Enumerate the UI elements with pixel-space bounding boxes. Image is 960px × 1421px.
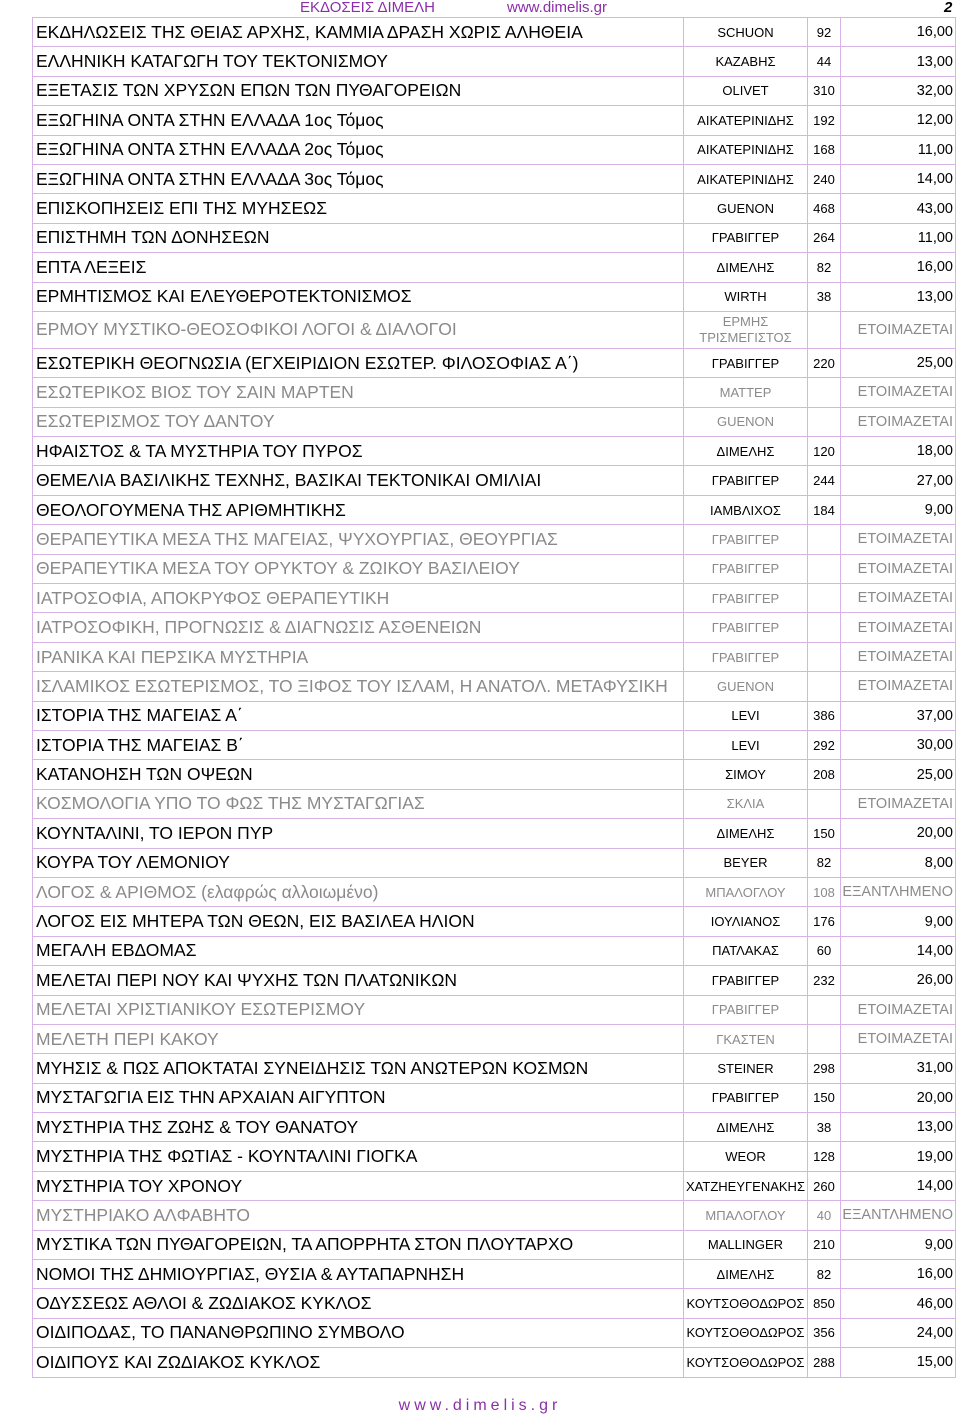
book-title: ΜΥΣΤΗΡΙΑ ΤΗΣ ΖΩΗΣ & ΤΟΥ ΘΑΝΑΤΟΥ [33,1113,684,1142]
book-row [33,848,956,877]
book-price: ΕΤΟΙΜΑΖΕΤΑΙ [841,642,956,671]
book-author: ΔΙΜΕΛΗΣ [684,253,808,282]
book-title: ΟΙΔΙΠΟΔΑΣ, ΤΟ ΠΑΝΑΝΘΡΩΠΙΝΟ ΣΥΜΒΟΛΟ [33,1318,684,1347]
book-author: ΔΙΜΕΛΗΣ [684,819,808,848]
book-price: 24,00 [841,1318,956,1347]
book-price: 20,00 [841,1083,956,1112]
book-row [33,311,956,348]
book-author: LEVI [684,730,808,759]
book-price: ΕΤΟΙΜΑΖΕΤΑΙ [841,525,956,554]
book-pages: 244 [808,466,841,495]
book-author: ΓΡΑΒΙΓΓΕΡ [684,554,808,583]
book-pages: 208 [808,760,841,789]
book-price: 18,00 [841,437,956,466]
book-price: ΕΤΟΙΜΑΖΕΤΑΙ [841,407,956,436]
book-pages: 288 [808,1348,841,1377]
book-row [33,253,956,282]
book-title: ΜΕΛΕΤΑΙ ΠΕΡΙ ΝΟΥ ΚΑΙ ΨΥΧΗΣ ΤΩΝ ΠΛΑΤΩΝΙΚΩΝ [33,966,684,995]
book-author: ΙΑΜΒΛΙΧΟΣ [684,495,808,524]
book-row [33,1142,956,1171]
book-author: ΔΙΜΕΛΗΣ [684,1260,808,1289]
book-row [33,1348,956,1377]
book-title: ΕΠΤΑ ΛΕΞΕΙΣ [33,253,684,282]
book-pages [808,789,841,818]
header-website-link[interactable]: www.dimelis.gr [507,0,608,16]
book-pages: 108 [808,877,841,906]
book-pages: 192 [808,106,841,135]
book-title: ΟΙΔΙΠΟΥΣ ΚΑΙ ΖΩΔΙΑΚΟΣ ΚΥΚΛΟΣ [33,1348,684,1377]
book-pages: 40 [808,1201,841,1230]
book-pages: 298 [808,1054,841,1083]
book-catalog-table [32,17,956,1378]
book-price: 31,00 [841,1054,956,1083]
book-row [33,1260,956,1289]
book-pages [808,378,841,407]
book-title: ΜΕΛΕΤΗ ΠΕΡΙ ΚΑΚΟΥ [33,1024,684,1053]
book-author: BEYER [684,848,808,877]
book-price: 11,00 [841,223,956,252]
book-title: ΜΕΓΑΛΗ ΕΒΔΟΜΑΣ [33,936,684,965]
book-title: ΜΥΣΤΗΡΙΑΚΟ ΑΛΦΑΒΗΤΟ [33,1201,684,1230]
book-row [33,789,956,818]
book-pages: 120 [808,437,841,466]
book-price: ΕΤΟΙΜΑΖΕΤΑΙ [841,995,956,1024]
book-row [33,47,956,76]
book-author: ΓΡΑΒΙΓΓΕΡ [684,466,808,495]
book-row [33,466,956,495]
book-title: ΕΠΙΣΤΗΜΗ ΤΩΝ ΔΟΝΗΣΕΩΝ [33,223,684,252]
book-author: ΚΟΥΤΣΟΘΟΔΩΡΟΣ [684,1348,808,1377]
book-row [33,907,956,936]
book-row [33,135,956,164]
book-title: ΟΔΥΣΣΕΩΣ ΑΘΛΟΙ & ΖΩΔΙΑΚΟΣ ΚΥΚΛΟΣ [33,1289,684,1318]
book-author: ΚΟΥΤΣΟΘΟΔΩΡΟΣ [684,1318,808,1347]
book-row [33,1054,956,1083]
book-pages: 260 [808,1171,841,1200]
book-price: 9,00 [841,907,956,936]
book-row [33,730,956,759]
book-row [33,554,956,583]
book-pages: 850 [808,1289,841,1318]
book-author: ΓΡΑΒΙΓΓΕΡ [684,966,808,995]
book-pages: 184 [808,495,841,524]
book-pages: 92 [808,18,841,47]
book-pages: 82 [808,253,841,282]
book-price: 8,00 [841,848,956,877]
book-pages: 150 [808,819,841,848]
book-author: OLIVET [684,76,808,105]
book-pages [808,642,841,671]
book-author: ΣΚΛΙΑ [684,789,808,818]
book-price: 11,00 [841,135,956,164]
book-pages [808,407,841,436]
book-price: 43,00 [841,194,956,223]
book-row [33,348,956,377]
book-pages [808,584,841,613]
book-price: 12,00 [841,106,956,135]
book-row [33,18,956,47]
book-pages [808,672,841,701]
book-title: ΙΣΤΟΡΙΑ ΤΗΣ ΜΑΓΕΙΑΣ Β΄ [33,730,684,759]
book-author: ΔΙΜΕΛΗΣ [684,437,808,466]
book-title: ΙΑΤΡΟΣΟΦΙΚΗ, ΠΡΟΓΝΩΣΙΣ & ΔΙΑΓΝΩΣΙΣ ΑΣΘΕΝΕΙΩΝ [33,613,684,642]
book-author: ΧΑΤΖΗΕΥΓΕΝΑΚΗΣ [684,1171,808,1200]
book-row [33,407,956,436]
book-row [33,437,956,466]
book-pages: 168 [808,135,841,164]
book-row [33,282,956,311]
book-author: WEOR [684,1142,808,1171]
book-row [33,223,956,252]
book-pages [808,311,841,348]
book-pages: 310 [808,76,841,105]
book-pages: 210 [808,1230,841,1259]
book-pages: 150 [808,1083,841,1112]
book-author: ΑΙΚΑΤΕΡΙΝΙΔΗΣ [684,135,808,164]
book-price: ΕΤΟΙΜΑΖΕΤΑΙ [841,789,956,818]
book-row [33,1289,956,1318]
book-price: ΕΤΟΙΜΑΖΕΤΑΙ [841,613,956,642]
book-title: ΛΟΓΟΣ & ΑΡΙΘΜΟΣ (ελαφρώς αλλοιωμένο) [33,877,684,906]
book-author: ΓΡΑΒΙΓΓΕΡ [684,348,808,377]
book-title: ΕΞΩΓΗΙΝΑ ΟΝΤΑ ΣΤΗΝ ΕΛΛΑΔΑ 3ος Τόμος [33,164,684,193]
book-title: ΙΑΤΡΟΣΟΦΙΑ, ΑΠΟΚΡΥΦΟΣ ΘΕΡΑΠΕΥΤΙΚΗ [33,584,684,613]
book-row [33,584,956,613]
book-title: ΙΣΤΟΡΙΑ ΤΗΣ ΜΑΓΕΙΑΣ Α΄ [33,701,684,730]
book-price: 9,00 [841,495,956,524]
book-row [33,701,956,730]
footer-website-link[interactable]: www.dimelis.gr [398,1397,562,1414]
book-title: ΜΥΣΤΗΡΙΑ ΤΟΥ ΧΡΟΝΟΥ [33,1171,684,1200]
book-row [33,877,956,906]
book-title: ΚΟΣΜΟΛΟΓΙΑ ΥΠΟ ΤΟ ΦΩΣ ΤΗΣ ΜΥΣΤΑΓΩΓΙΑΣ [33,789,684,818]
book-title: ΕΞΩΓΗΙΝΑ ΟΝΤΑ ΣΤΗΝ ΕΛΛΑΔΑ 1ος Τόμος [33,106,684,135]
book-author: ΑΙΚΑΤΕΡΙΝΙΔΗΣ [684,164,808,193]
book-pages: 468 [808,194,841,223]
book-price: 13,00 [841,282,956,311]
book-price: 15,00 [841,1348,956,1377]
book-row [33,613,956,642]
book-title: ΚΟΥΡΑ ΤΟΥ ΛΕΜΟΝΙΟΥ [33,848,684,877]
book-author: ΣΙΜΟΥ [684,760,808,789]
book-title: ΕΠΙΣΚΟΠΗΣΕΙΣ ΕΠΙ ΤΗΣ ΜΥΗΣΕΩΣ [33,194,684,223]
book-price: 14,00 [841,164,956,193]
book-title: ΚΑΤΑΝΟΗΣΗ ΤΩΝ ΟΨΕΩΝ [33,760,684,789]
book-price: 16,00 [841,253,956,282]
book-pages: 240 [808,164,841,193]
book-author: ΑΙΚΑΤΕΡΙΝΙΔΗΣ [684,106,808,135]
book-author: ΓΡΑΒΙΓΓΕΡ [684,642,808,671]
book-price: 19,00 [841,1142,956,1171]
book-author: GUENON [684,407,808,436]
book-title: ΕΛΛΗΝΙΚΗ ΚΑΤΑΓΩΓΗ ΤΟΥ ΤΕΚΤΟΝΙΣΜΟΥ [33,47,684,76]
book-row [33,194,956,223]
book-price: ΕΞΑΝΤΛΗΜΕΝΟ [841,1201,956,1230]
book-price: 14,00 [841,936,956,965]
book-row [33,1083,956,1112]
book-price: 9,00 [841,1230,956,1259]
book-pages: 232 [808,966,841,995]
book-row [33,995,956,1024]
book-author: ΜΑΤΤΕΡ [684,378,808,407]
book-title: ΚΟΥΝΤΑΛΙΝΙ, ΤΟ ΙΕΡΟΝ ΠΥΡ [33,819,684,848]
book-author: LEVI [684,701,808,730]
book-author: ΜΠΑΛΟΓΛΟΥ [684,1201,808,1230]
page-number: 2 [944,0,953,16]
book-pages: 176 [808,907,841,936]
page-header [0,0,960,16]
book-pages: 44 [808,47,841,76]
book-title: ΜΕΛΕΤΑΙ ΧΡΙΣΤΙΑΝΙΚΟΥ ΕΣΩΤΕΡΙΣΜΟΥ [33,995,684,1024]
book-row [33,106,956,135]
book-author: SCHUON [684,18,808,47]
book-title: ΘΕΜΕΛΙΑ ΒΑΣΙΛΙΚΗΣ ΤΕΧΝΗΣ, ΒΑΣΙΚΑΙ ΤΕΚΤΟΝΙΚΑΙ ΟΜΙΛΙΑΙ [33,466,684,495]
book-pages: 38 [808,282,841,311]
book-title: ΛΟΓΟΣ ΕΙΣ ΜΗΤΕΡΑ ΤΩΝ ΘΕΩΝ, ΕΙΣ ΒΑΣΙΛΕΑ ΗΛΙΟΝ [33,907,684,936]
book-pages: 82 [808,1260,841,1289]
book-title: ΘΕΟΛΟΓΟΥΜΕΝΑ ΤΗΣ ΑΡΙΘΜΗΤΙΚΗΣ [33,495,684,524]
book-row [33,164,956,193]
book-pages: 82 [808,848,841,877]
book-author: ΚΟΥΤΣΟΘΟΔΩΡΟΣ [684,1289,808,1318]
book-pages: 292 [808,730,841,759]
book-pages: 264 [808,223,841,252]
book-price: 14,00 [841,1171,956,1200]
book-title: ΘΕΡΑΠΕΥΤΙΚΑ ΜΕΣΑ ΤΗΣ ΜΑΓΕΙΑΣ, ΨΥΧΟΥΡΓΙΑΣ, ΘΕΟΥΡΓΙΑΣ [33,525,684,554]
book-row [33,966,956,995]
book-price: ΕΤΟΙΜΑΖΕΤΑΙ [841,1024,956,1053]
book-price: 13,00 [841,1113,956,1142]
book-row [33,819,956,848]
book-pages [808,1024,841,1053]
book-pages [808,554,841,583]
book-title: ΜΥΣΤΙΚΑ ΤΩΝ ΠΥΘΑΓΟΡΕΙΩΝ, ΤΑ ΑΠΟΡΡΗΤΑ ΣΤΟΝ ΠΛΟΥΤΑΡΧΟ [33,1230,684,1259]
book-pages [808,995,841,1024]
book-price: ΕΤΟΙΜΑΖΕΤΑΙ [841,584,956,613]
book-author: MALLINGER [684,1230,808,1259]
book-row [33,1318,956,1347]
book-author: GUENON [684,672,808,701]
book-pages [808,525,841,554]
book-price: 20,00 [841,819,956,848]
book-row [33,76,956,105]
book-title: ΕΡΜΗΤΙΣΜΟΣ ΚΑΙ ΕΛΕΥΘΕΡΟΤΕΚΤΟΝΙΣΜΟΣ [33,282,684,311]
book-price: 16,00 [841,1260,956,1289]
book-row [33,525,956,554]
book-price: 26,00 [841,966,956,995]
book-author: STEINER [684,1054,808,1083]
book-title: ΕΣΩΤΕΡΙΚΟΣ ΒΙΟΣ ΤΟΥ ΣΑΙΝ ΜΑΡΤΕΝ [33,378,684,407]
book-price: 25,00 [841,760,956,789]
book-title: ΗΦΑΙΣΤΟΣ & ΤΑ ΜΥΣΤΗΡΙΑ ΤΟΥ ΠΥΡΟΣ [33,437,684,466]
book-author: GUENON [684,194,808,223]
book-row [33,672,956,701]
book-row [33,1201,956,1230]
book-row [33,760,956,789]
book-title: ΙΣΛΑΜΙΚΟΣ ΕΣΩΤΕΡΙΣΜΟΣ, ΤΟ ΞΙΦΟΣ ΤΟΥ ΙΣΛΑΜ, Η ΑΝΑΤΟΛ. ΜΕΤΑΦΥΣΙΚΗ [33,672,684,701]
publisher-name: ΕΚΔΟΣΕΙΣ ΔΙΜΕΛΗ [300,0,435,16]
book-title: ΕΞΩΓΗΙΝΑ ΟΝΤΑ ΣΤΗΝ ΕΛΛΑΔΑ 2ος Τόμος [33,135,684,164]
book-author: ΙΟΥΛΙΑΝΟΣ [684,907,808,936]
book-row [33,1024,956,1053]
book-pages: 386 [808,701,841,730]
book-row [33,642,956,671]
book-row [33,1230,956,1259]
book-title: ΕΣΩΤΕΡΙΣΜΟΣ ΤΟΥ ΔΑΝΤΟΥ [33,407,684,436]
book-row [33,1113,956,1142]
book-price: ΕΤΟΙΜΑΖΕΤΑΙ [841,378,956,407]
book-author: ΓΡΑΒΙΓΓΕΡ [684,1083,808,1112]
book-author: ΔΙΜΕΛΗΣ [684,1113,808,1142]
book-title: ΕΣΩΤΕΡΙΚΗ ΘΕΟΓΝΩΣΙΑ (ΕΓΧΕΙΡΙΔΙΟΝ ΕΣΩΤΕΡ. ΦΙΛΟΣΟΦΙΑΣ Α΄) [33,348,684,377]
book-price: 46,00 [841,1289,956,1318]
book-row [33,378,956,407]
book-title: ΙΡΑΝΙΚΑ ΚΑΙ ΠΕΡΣΙΚΑ ΜΥΣΤΗΡΙΑ [33,642,684,671]
book-author: ΠΑΤΛΑΚΑΣ [684,936,808,965]
book-price: 37,00 [841,701,956,730]
book-title: ΕΡΜΟΥ ΜΥΣΤΙΚΟ-ΘΕΟΣΟΦΙΚΟΙ ΛΟΓΟΙ & ΔΙΑΛΟΓΟΙ [33,311,684,348]
book-row [33,1171,956,1200]
book-author: ΓΡΑΒΙΓΓΕΡ [684,525,808,554]
book-price: 32,00 [841,76,956,105]
book-price: 16,00 [841,18,956,47]
book-title: ΜΥΣΤΗΡΙΑ ΤΗΣ ΦΩΤΙΑΣ - ΚΟΥΝΤΑΛΙΝΙ ΓΙΟΓΚΑ [33,1142,684,1171]
book-author: ΓΡΑΒΙΓΓΕΡ [684,613,808,642]
book-author: WIRTH [684,282,808,311]
book-title: ΜΥΣΤΑΓΩΓΙΑ ΕΙΣ ΤΗΝ ΑΡΧΑΙΑΝ ΑΙΓΥΠΤΟΝ [33,1083,684,1112]
book-author: ΜΠΑΛΟΓΛΟΥ [684,877,808,906]
book-author: ΕΡΜΗΣ ΤΡΙΣΜΕΓΙΣΤΟΣ [684,311,808,348]
book-author: ΓΡΑΒΙΓΓΕΡ [684,223,808,252]
book-pages: 128 [808,1142,841,1171]
book-title: ΘΕΡΑΠΕΥΤΙΚΑ ΜΕΣΑ ΤΟΥ ΟΡΥΚΤΟΥ & ΖΩΙΚΟΥ ΒΑΣΙΛΕΙΟΥ [33,554,684,583]
book-row [33,495,956,524]
book-author: ΓΡΑΒΙΓΓΕΡ [684,584,808,613]
book-pages: 60 [808,936,841,965]
book-author: ΓΚΑΣΤΕΝ [684,1024,808,1053]
book-title: ΕΚΔΗΛΩΣΕΙΣ ΤΗΣ ΘΕΙΑΣ ΑΡΧΗΣ, ΚΑΜΜΙΑ ΔΡΑΣΗ ΧΩΡΙΣ ΑΛΗΘΕΙΑ [33,18,684,47]
book-price: 27,00 [841,466,956,495]
book-author: ΚΑΖΑΒΗΣ [684,47,808,76]
book-price: 30,00 [841,730,956,759]
book-price: ΕΤΟΙΜΑΖΕΤΑΙ [841,311,956,348]
book-price: 13,00 [841,47,956,76]
book-author: ΓΡΑΒΙΓΓΕΡ [684,995,808,1024]
book-pages: 38 [808,1113,841,1142]
book-title: ΕΞΕΤΑΣΙΣ ΤΩΝ ΧΡΥΣΩΝ ΕΠΩΝ ΤΩΝ ΠΥΘΑΓΟΡΕΙΩΝ [33,76,684,105]
book-catalog-body [33,18,956,1378]
book-price: ΕΤΟΙΜΑΖΕΤΑΙ [841,672,956,701]
book-price: 25,00 [841,348,956,377]
book-row [33,936,956,965]
book-price: ΕΞΑΝΤΛΗΜΕΝΟ [841,877,956,906]
book-pages: 356 [808,1318,841,1347]
book-pages: 220 [808,348,841,377]
book-price: ΕΤΟΙΜΑΖΕΤΑΙ [841,554,956,583]
book-title: ΜΥΗΣΙΣ & ΠΩΣ ΑΠΟΚΤΑΤΑΙ ΣΥΝΕΙΔΗΣΙΣ ΤΩΝ ΑΝΩΤΕΡΩΝ ΚΟΣΜΩΝ [33,1054,684,1083]
book-pages [808,613,841,642]
book-title: ΝΟΜΟΙ ΤΗΣ ΔΗΜΙΟΥΡΓΙΑΣ, ΘΥΣΙΑ & ΑΥΤΑΠΑΡΝΗΣΗ [33,1260,684,1289]
